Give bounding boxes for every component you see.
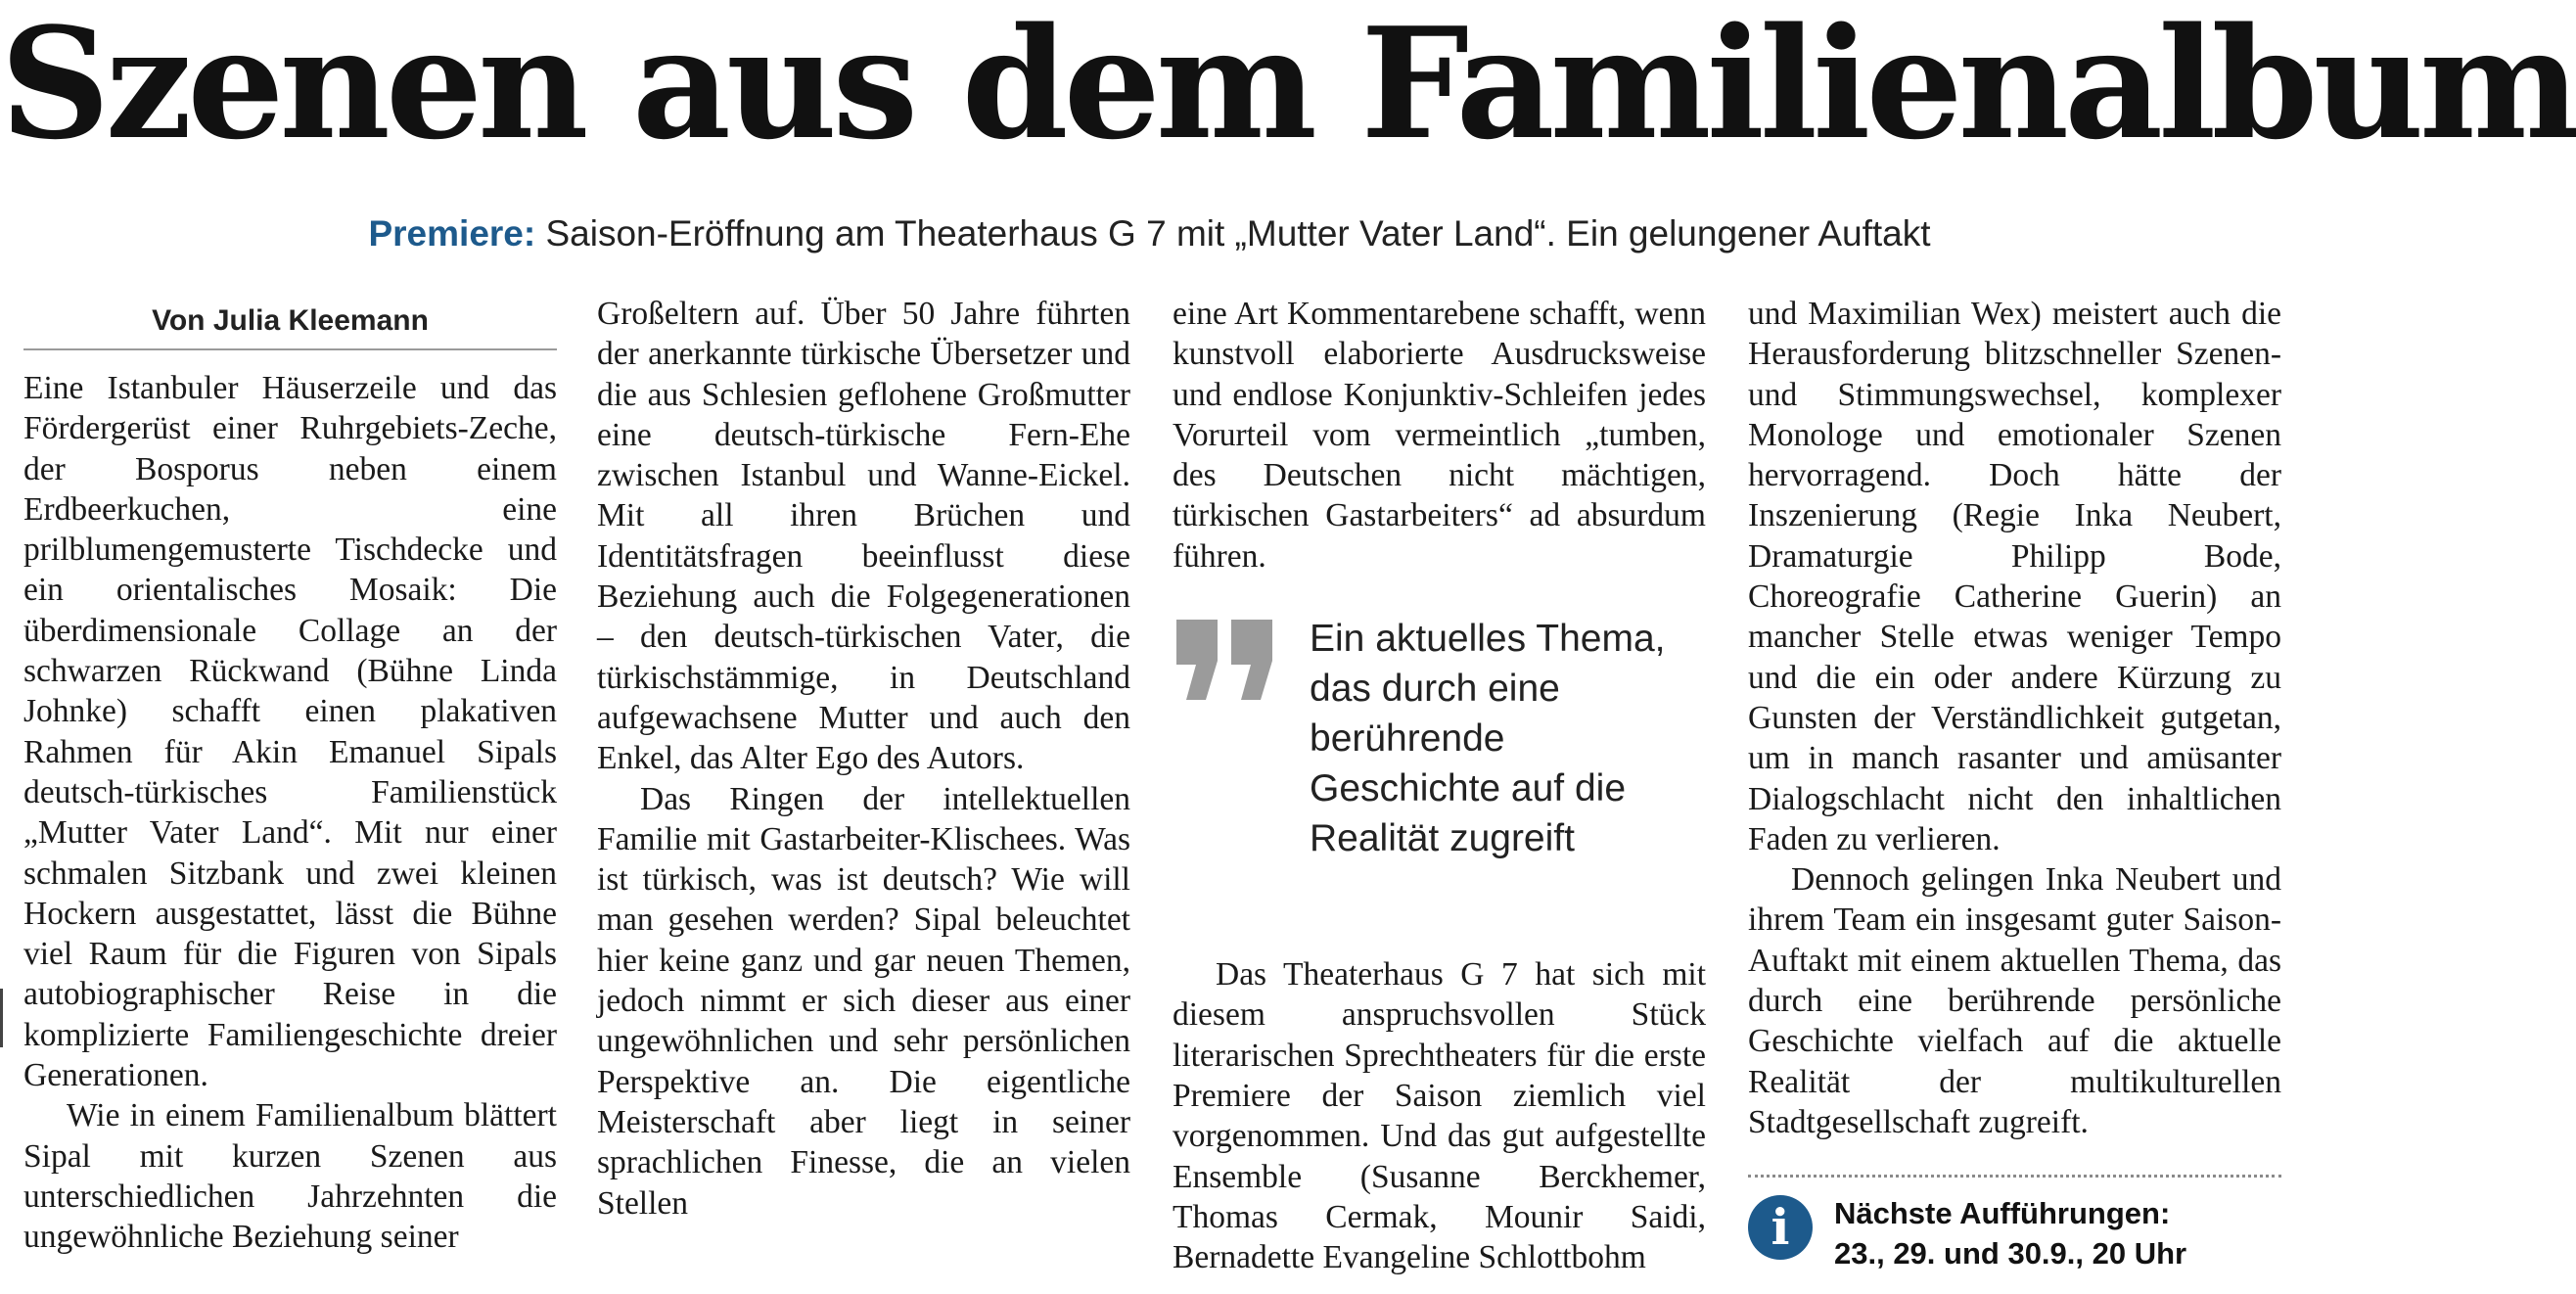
byline: Von Julia Kleemann	[23, 294, 557, 350]
next-performances-label: Nächste Aufführungen:	[1834, 1196, 2171, 1230]
pull-quote-text: Ein aktuelles Thema, das durch eine berührende Geschichte auf die Realität zugreift	[1310, 618, 1666, 860]
deck-text: Saison-Eröffnung am Theaterhaus G 7 mit „Mutter Vater Land“. Ein gelungener Auftakt	[535, 213, 1931, 254]
info-icon: i	[1748, 1195, 1813, 1260]
deck-kicker: Premiere:	[368, 213, 536, 254]
article-column-3	[1173, 294, 1706, 1277]
performance-info-text	[1834, 1193, 2186, 1273]
paragraph-4-end: und Maximilian Wex) meistert auch die Herausforderung blitzschneller Szenen- und Stimmungswechsel, komplexer Monologe und emotionaler Szenen hervorragend. Doch hätte der Inszenierung (Regie Inka Neubert, Dramaturgie Philipp Bode, Choreografie Catherine Guerin) an mancher Stelle etwas weniger Tempo und die ein oder andere Kürzung zu Gunsten der Verständlichkeit gutgetan, um in manch rasanter und amüsanter Dialogschlacht nicht den inhaltlichen Faden zu verlieren.	[1748, 296, 2281, 857]
paragraph-2-end: Großeltern auf. Über 50 Jahre führten der anerkannte türkische Übersetzer und die aus Schlesien geflohene Großmutter eine deutsch-türkische Fern-Ehe zwischen Istanbul und Wanne-Eickel. Mit all ihren Brüchen und Identitätsfragen beeinflusst diese Beziehung auch die Folgegenerationen – den deutsch-türkischen Vater, die türkischstämmige, in Deutschland aufgewachsene Mutter und auch den Enkel, das Alter Ego des Autors.	[597, 296, 1130, 777]
article-column-1	[23, 294, 557, 1258]
page-edge-mark	[0, 989, 3, 1047]
paragraph-5: Dennoch gelingen Inka Neubert und ihrem Team ein insgesamt guter Saison-Auftakt mit einem aktuellen Thema, das durch eine berührende persönliche Geschichte vielfach auf die aktuelle Realität der multikulturellen Stadtgesellschaft zugreift.	[1748, 861, 2281, 1140]
paragraph-3-end: eine Art Kommentarebene schafft, wenn kunstvoll elaborierte Ausdrucksweise und endlose Konjunktiv-Schleifen jedes Vorurteil vom vermeintlich „tumben, des Deutschen nicht mächtigen, türkischen Gastarbeiters“ ad absurdum führen.	[1173, 296, 1706, 575]
paragraph-3-start: Das Ringen der intellektuellen Familie mit Gastarbeiter-Klischees. Was ist türkisch, was ist deutsch? Wie will man gesehen werden? Sipal beleuchtet hier keine ganz und gar neuen Themen, jedoch nimmt er sich dieser aus einer ungewöhnlichen und sehr persönlichen Perspektive an. Die eigentliche Meisterschaft aber liegt in seiner sprachlichen Finesse, die an vielen Stellen	[597, 780, 1130, 1222]
performance-info-box	[1748, 1175, 2281, 1285]
paragraph-4-start: Das Theaterhaus G 7 hat sich mit diesem anspruchsvollen Stück literarischen Sprechtheaters für die erste Premiere der Saison ziemlich viel vorgenommen. Und das gut aufgestellte Ensemble (Susanne Berckhemer, Thomas Cermak, Mounir Saidi, Bernadette Evangeline Schlottbohm	[1173, 956, 1706, 1276]
article-column-4	[1748, 294, 2281, 1142]
performance-dates: 23., 29. und 30.9., 20 Uhr	[1834, 1236, 2187, 1271]
quote-mark-icon	[1173, 616, 1280, 704]
headline: Szenen aus dem Familienalbum	[0, 0, 2576, 173]
paragraph-1: Eine Istanbuler Häuserzeile und das Fördergerüst einer Ruhrgebiets-Zeche, der Bosporus neben einem Erdbeerkuchen, eine prilblumengemusterte Tischdecke und ein orientalisches Mosaik: Die überdimensionale Collage an der schwarzen Rückwand (Bühne Linda Johnke) schafft einen plakativen Rahmen für Akin Emanuel Sipals deutsch-türkisches Familienstück „Mutter Vater Land“. Mit nur einer schmalen Sitzbank und zwei kleinen Hockern ausgestattet, lässt die Bühne viel Raum für die Figuren von Sipals autobiographischer Reise in die komplizierte Familiengeschichte dreier Generationen.	[23, 370, 557, 1094]
pull-quote	[1173, 616, 1706, 909]
paragraph-2-start: Wie in einem Familienalbum blättert Sipal mit kurzen Szenen aus unterschiedlichen Jahrzehnten die ungewöhnliche Beziehung seiner	[23, 1097, 557, 1256]
article-column-2	[597, 294, 1130, 1224]
deck	[0, 208, 2299, 260]
